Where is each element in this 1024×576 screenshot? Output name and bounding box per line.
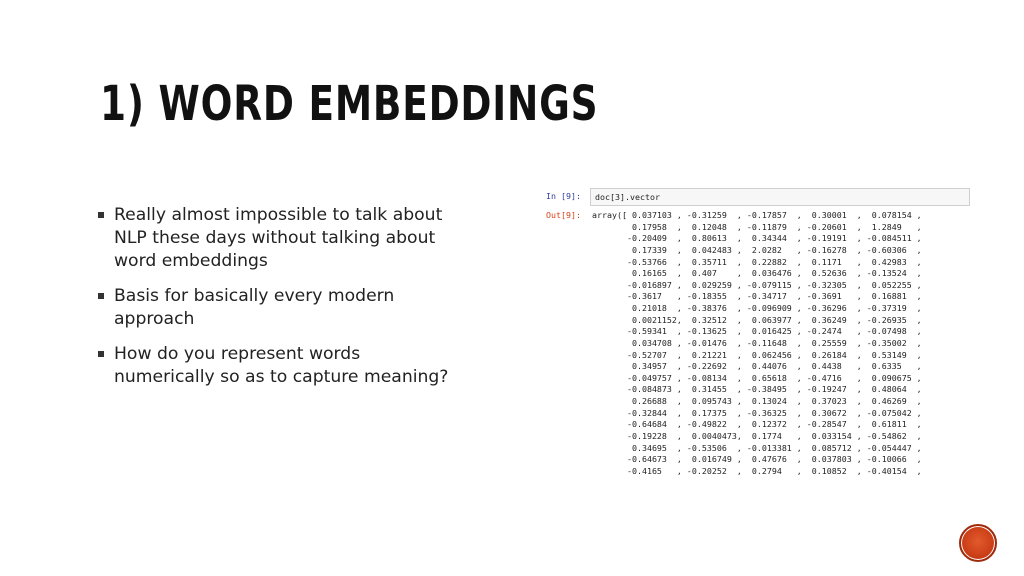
bullet-item: [98, 204, 458, 273]
output-line: -0.64673 , 0.016749 , 0.47676 , 0.037803 , -0.10066 ,: [626, 454, 922, 465]
output-line: 0.21018 , -0.38376 , -0.096909 , -0.36296 , -0.37319 ,: [631, 303, 922, 313]
bullet-text: Really almost impossible to talk about NLP these days without talking about word embeddings: [114, 205, 443, 271]
output-line: array([ 0.037103 , -0.31259 , -0.17857 , 0.30001 , 0.078154 ,: [592, 210, 922, 220]
output-line: 0.17339 , 0.042483 , 2.0282 , -0.16278 , -0.60306 ,: [631, 244, 922, 255]
output-array: [592, 210, 922, 477]
output-line: -0.084873 , 0.31455 , -0.38495 , -0.19247 , 0.48064 ,: [626, 384, 922, 395]
output-line: -0.64684 , -0.49822 , 0.12372 , -0.28547 , 0.61811 ,: [626, 419, 922, 430]
bullet-item: [98, 285, 458, 331]
bullet-text: How do you represent words numerically so as to capture meaning?: [114, 344, 449, 387]
output-prompt: Out[9]:: [546, 210, 581, 220]
output-line: -0.52707 , 0.21221 , 0.062456 , 0.26184 , 0.53149 ,: [626, 349, 922, 360]
output-line: -0.016897 , 0.029259 , -0.079115 , -0.32305 , 0.052255 ,: [626, 279, 922, 290]
input-cell: [546, 188, 970, 206]
output-line: -0.59341 , -0.13625 , 0.016425 , -0.2474 , -0.07498 ,: [626, 326, 922, 337]
bullet-item: [98, 343, 458, 389]
output-line: 0.34695 , -0.53506 , -0.013381 , 0.085712 , -0.054447 ,: [631, 442, 922, 453]
output-line: 0.16165 , 0.407 , 0.036476 , 0.52636 , -0.13524 ,: [631, 268, 922, 279]
bullet-list: [98, 204, 458, 401]
code-input: doc[3].vector: [590, 188, 970, 206]
output-line: -0.32844 , 0.17375 , -0.36325 , 0.30672 , -0.075042 ,: [626, 407, 922, 418]
output-line: -0.53766 , 0.35711 , 0.22882 , 0.1171 , 0.42983 ,: [626, 256, 922, 267]
square-bullet-icon: [98, 293, 104, 299]
output-line: -0.19228 , 0.0040473, 0.1774 , 0.033154 , -0.54862 ,: [626, 430, 922, 441]
output-line: -0.20409 , 0.80613 , 0.34344 , -0.19191 , -0.084511 ,: [626, 233, 922, 244]
notebook-screenshot: [546, 182, 970, 476]
output-line: 0.034708 , -0.01476 , -0.11648 , 0.25559 , -0.35002 ,: [631, 337, 922, 348]
output-line: -0.4165 , -0.20252 , 0.2794 , 0.10852 , -0.40154 ,: [592, 465, 922, 476]
output-line: -0.049757 , -0.08134 , 0.65618 , -0.4716 , 0.090675 ,: [626, 372, 922, 383]
slide-title: 1) WORD EMBEDDINGS: [100, 76, 599, 132]
output-line: 0.17958 , 0.12048 , -0.11879 , -0.20601 , 1.2849 ,: [631, 221, 922, 232]
bullet-text: Basis for basically every modern approach: [114, 286, 395, 329]
input-prompt: In [9]:: [546, 191, 581, 201]
square-bullet-icon: [98, 212, 104, 218]
output-line: 0.34957 , -0.22692 , 0.44076 , 0.4438 , 0.6335 ,: [631, 361, 922, 372]
slide-number-badge: [959, 524, 997, 562]
output-line: 0.26688 , 0.095743 , 0.13024 , 0.37023 , 0.46269 ,: [631, 396, 922, 406]
output-line: 0.0021152, 0.32512 , 0.063977 , 0.36249 , -0.26935 ,: [631, 314, 922, 325]
output-line: -0.3617 , -0.18355 , -0.34717 , -0.3691 , 0.16881 ,: [626, 291, 922, 302]
square-bullet-icon: [98, 351, 104, 357]
